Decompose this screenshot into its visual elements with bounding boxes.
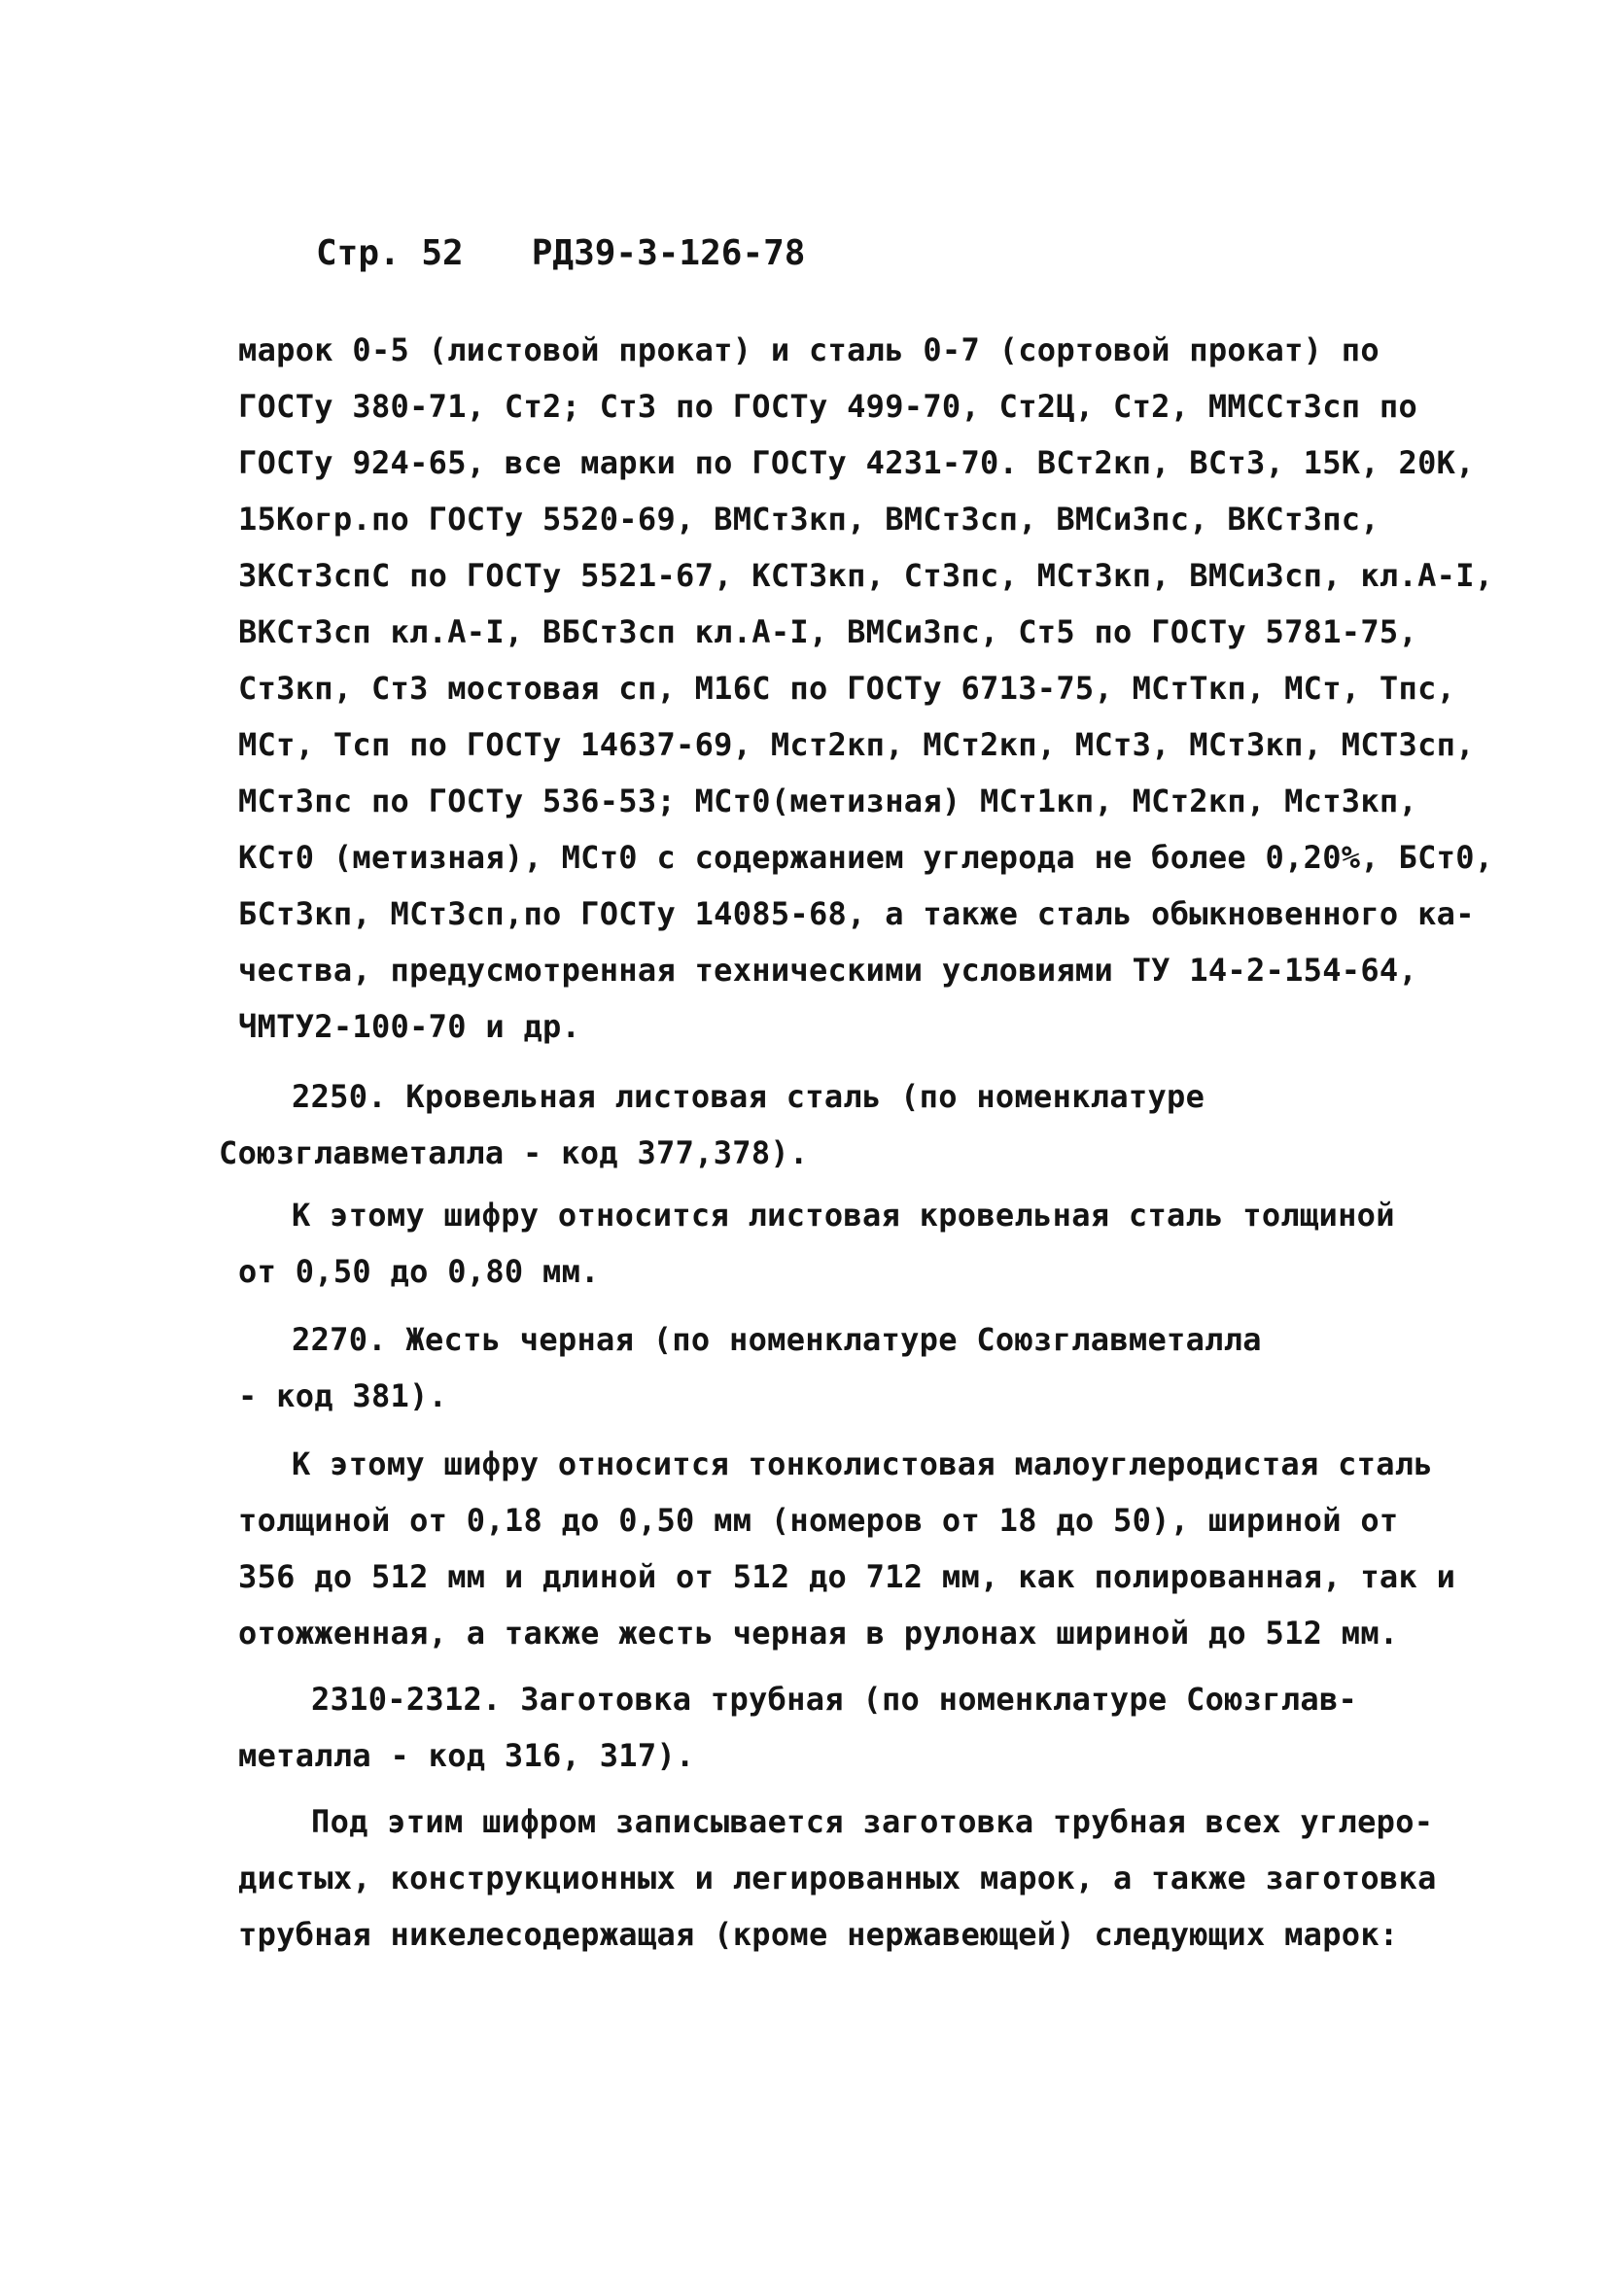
text-line: МСт, Тсп по ГОСТу 14637-69, Мст2кп, МСт2кп, МСт3, МСт3кп, МСТ3сп, bbox=[238, 726, 1475, 763]
text-line: ГОСТу 924-65, все марки по ГОСТу 4231-70. ВСт2кп, ВСт3, 15К, 20К, bbox=[238, 444, 1475, 481]
text-line: ГОСТу 380-71, Ст2; Ст3 по ГОСТу 499-70, Ст2Ц, Ст2, ММССт3сп по bbox=[238, 388, 1418, 425]
text-line: К этому шифру относится тонколистовая малоуглеродистая сталь bbox=[292, 1445, 1433, 1482]
text-line: толщиной от 0,18 до 0,50 мм (номеров от 18 до 50), шириной от bbox=[238, 1502, 1399, 1539]
text-line: БСт3кп, МСт3сп,по ГОСТу 14085-68, а также сталь обыкновенного ка- bbox=[238, 895, 1475, 932]
text-line: КСт0 (метизная), МСт0 с содержанием углерода не более 0,20%, БСт0, bbox=[238, 839, 1494, 876]
text-line: марок 0-5 (листовой прокат) и сталь 0-7 (сортовой прокат) по bbox=[238, 331, 1380, 368]
text-line: ЧМТУ2-100-70 и др. bbox=[238, 1008, 581, 1045]
text-line: трубная никелесодержащая (кроме нержавеющей) следующих марок: bbox=[238, 1916, 1399, 1953]
document-code: РД39-3-126-78 bbox=[531, 233, 806, 273]
section-heading: 2250. Кровельная листовая сталь (по номенклатуре bbox=[292, 1078, 1205, 1115]
text-line: чества, предусмотренная техническими условиями ТУ 14-2-154-64, bbox=[238, 952, 1418, 989]
text-line: металла - код 316, 317). bbox=[238, 1737, 695, 1774]
section-heading: 2270. Жесть черная (по номенклатуре Союзглавметалла bbox=[292, 1321, 1262, 1358]
text-line: Ст3кп, Ст3 мостовая сп, М16С по ГОСТу 6713-75, МСтТкп, МСт, Тпс, bbox=[238, 670, 1456, 707]
section-heading: 2310-2312. Заготовка трубная (по номенклатуре Союзглав- bbox=[311, 1681, 1358, 1718]
text-line: 356 до 512 мм и длиной от 512 до 712 мм, как полированная, так и bbox=[238, 1558, 1456, 1595]
text-line: отожженная, а также жесть черная в рулонах шириной до 512 мм. bbox=[238, 1615, 1399, 1652]
page-number: Стр. 52 bbox=[316, 233, 464, 273]
text-line: Союзглавметалла - код 377,378). bbox=[219, 1134, 809, 1171]
text-line: К этому шифру относится листовая кровельная сталь толщиной bbox=[292, 1197, 1395, 1234]
text-line: МСт3пс по ГОСТу 536-53; МСт0(метизная) МСт1кп, МСт2кп, Мст3кп, bbox=[238, 783, 1418, 819]
text-line: дистых, конструкционных и легированных марок, а также заготовка bbox=[238, 1860, 1437, 1896]
text-line: 3КСт3спС по ГОСТу 5521-67, КСТ3кп, Ст3пс, МСт3кп, ВМСи3сп, кл.А-I, bbox=[238, 557, 1494, 594]
text-line: 15Когр.по ГОСТу 5520-69, ВМСт3кп, ВМСт3сп, ВМСи3пс, ВКСт3пс, bbox=[238, 501, 1380, 538]
text-line: ВКСт3сп кл.А-I, ВБСт3сп кл.А-I, ВМСи3пс, Ст5 по ГОСТу 5781-75, bbox=[238, 613, 1418, 650]
page-header bbox=[316, 233, 805, 273]
text-line: Под этим шифром записывается заготовка трубная всех углеро- bbox=[311, 1803, 1434, 1840]
text-line: от 0,50 до 0,80 мм. bbox=[238, 1253, 600, 1290]
text-line: - код 381). bbox=[238, 1377, 448, 1414]
